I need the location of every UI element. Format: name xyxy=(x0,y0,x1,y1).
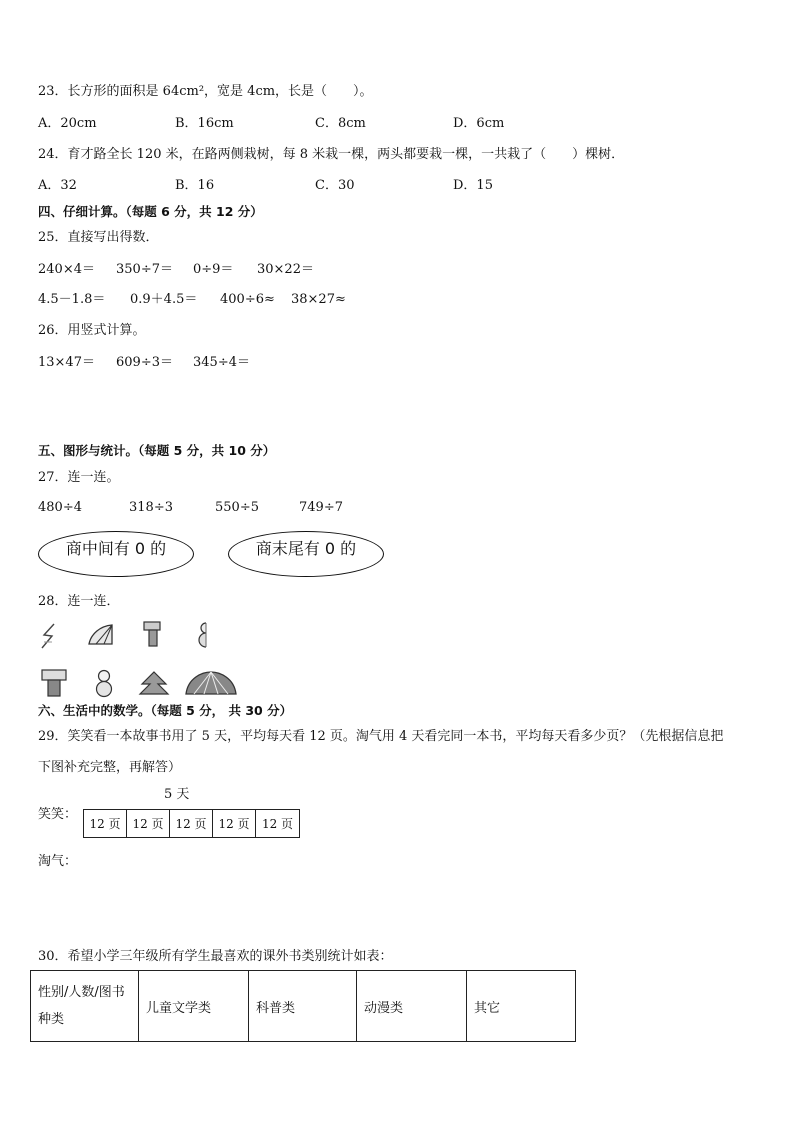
q23-option-b: B．16cm xyxy=(175,116,234,131)
stamp-half-icon xyxy=(142,620,162,650)
umbrella-icon xyxy=(184,670,238,698)
q24-stem: 24．育才路全长 120 米，在路两侧栽树，每 8 米栽一棵，两头都要栽一棵，一共栽了（ ）棵树． xyxy=(38,147,625,162)
q23-option-c: C．8cm xyxy=(315,116,366,131)
lightning-half-icon xyxy=(38,622,60,650)
page-segment: 12 页 xyxy=(170,810,213,837)
q25-item: 30×22＝ xyxy=(257,262,314,277)
q27-item: 480÷4 xyxy=(38,500,82,515)
q29-line1: 29．笑笑看一本故事书用了 5 天，平均每天看 12 页。淘气用 4 天看完同一本书，平均每天看多少页？（先根据信息把 xyxy=(38,729,724,744)
q25-item: 400÷6≈ xyxy=(220,292,275,307)
q25-item: 0÷9＝ xyxy=(193,262,234,277)
table-cell: 科普类 xyxy=(249,971,357,1042)
days-label: 5 天 xyxy=(164,787,190,802)
q23-option-d: D．6cm xyxy=(453,116,505,131)
q25-stem: 25．直接写出得数． xyxy=(38,230,159,245)
q26-stem: 26．用竖式计算。 xyxy=(38,323,146,338)
tree-icon xyxy=(138,670,170,696)
page-segment-bar xyxy=(83,809,300,838)
taoqi-label: 淘气： xyxy=(38,854,78,869)
q26-item: 345÷4＝ xyxy=(193,355,250,370)
q27-item: 550÷5 xyxy=(215,500,259,515)
page-segment: 12 页 xyxy=(84,810,127,837)
xiaoxiao-label: 笑笑： xyxy=(38,807,78,822)
snowman-half-icon xyxy=(196,620,212,650)
q25-item: 4.5－1.8＝ xyxy=(38,292,106,307)
oval-end-zero[interactable] xyxy=(228,531,384,577)
page-segment: 12 页 xyxy=(127,810,170,837)
q30-stem: 30．希望小学三年级所有学生最喜欢的课外书类别统计如表： xyxy=(38,949,393,964)
header-line: 种类 xyxy=(38,1012,65,1027)
q24-option-d: D．15 xyxy=(453,178,493,193)
oval-label: 商末尾有 0 的 xyxy=(255,538,357,558)
q24-option-a: A．32 xyxy=(38,178,77,193)
q26-item: 609÷3＝ xyxy=(116,355,173,370)
q23-option-a: A．20cm xyxy=(38,116,97,131)
q27-item: 749÷7 xyxy=(299,500,343,515)
oval-middle-zero[interactable] xyxy=(38,531,194,577)
oval-label: 商中间有 0 的 xyxy=(65,538,167,558)
q28-stem: 28．连一连． xyxy=(38,594,120,609)
table-cell: 其它 xyxy=(467,971,576,1042)
book-category-table xyxy=(30,970,576,1042)
q25-item: 0.9＋4.5＝ xyxy=(130,292,198,307)
q26-item: 13×47＝ xyxy=(38,355,95,370)
table-cell: 儿童文学类 xyxy=(139,971,249,1042)
q24-option-c: C．30 xyxy=(315,178,355,193)
header-line: 性别/人数/图书 xyxy=(38,984,125,1000)
section4-title: 四、仔细计算。（每题 6 分，共 12 分） xyxy=(38,204,263,219)
q27-stem: 27．连一连。 xyxy=(38,470,120,485)
section5-title: 五、图形与统计。（每题 5 分，共 10 分） xyxy=(38,443,276,458)
table-cell: 动漫类 xyxy=(357,971,467,1042)
q25-item: 240×4＝ xyxy=(38,262,95,277)
snowman-icon xyxy=(94,668,114,698)
table-header-cell xyxy=(31,971,139,1042)
page-segment: 12 页 xyxy=(213,810,256,837)
q27-item: 318÷3 xyxy=(129,500,173,515)
q25-item: 38×27≈ xyxy=(291,292,346,307)
q23-stem: 23．长方形的面积是 64cm²，宽是 4cm，长是（ ）。 xyxy=(38,84,373,99)
q29-line2: 下图补充完整，再解答） xyxy=(38,760,182,775)
stamp-icon xyxy=(40,668,68,698)
umbrella-half-icon xyxy=(86,622,114,646)
q24-option-b: B．16 xyxy=(175,178,215,193)
section6-title: 六、生活中的数学。（每题 5 分， 共 30 分） xyxy=(38,703,293,718)
page-segment: 12 页 xyxy=(261,817,294,831)
table-row xyxy=(31,971,576,1042)
q25-item: 350÷7＝ xyxy=(116,262,173,277)
